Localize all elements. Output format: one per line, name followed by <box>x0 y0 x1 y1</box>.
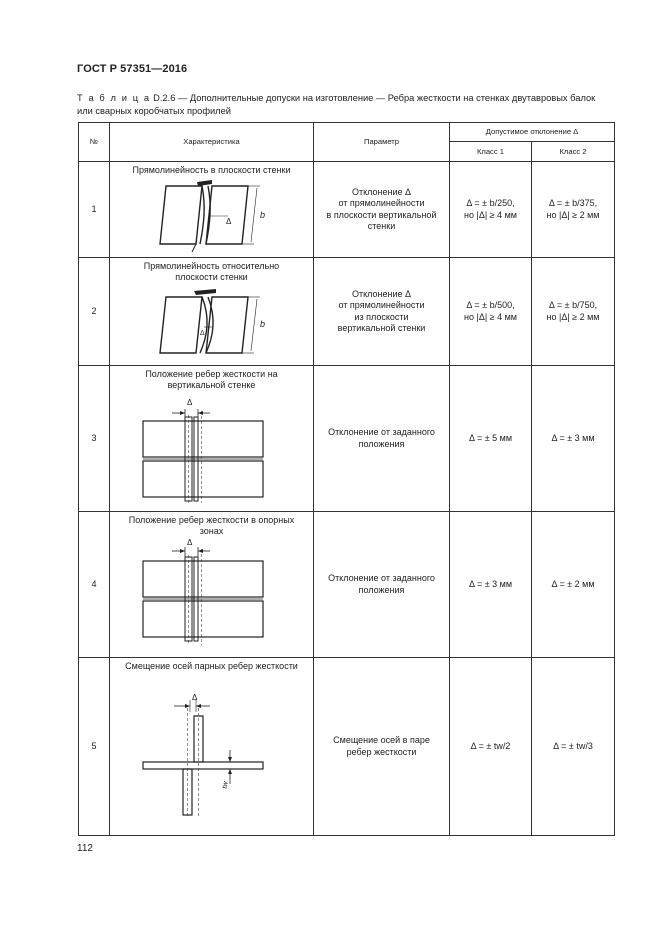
characteristic-cell <box>110 366 314 512</box>
table-row <box>79 366 615 512</box>
stiffener-out-of-plane-figure <box>152 283 272 361</box>
parameter-line: Отклонение от заданного <box>328 573 435 583</box>
parameter-line: вертикальной стенки <box>337 323 426 333</box>
class2-formula: Δ = ± 2 мм <box>551 578 595 589</box>
parameter-cell <box>314 658 450 836</box>
parameter-line: стенки <box>367 221 396 231</box>
class2-formula: Δ = ± tw/3 <box>553 740 593 751</box>
table-caption <box>77 92 617 117</box>
class1-value <box>450 658 532 836</box>
stiffener-straightness-figure <box>152 176 272 254</box>
tolerance-table <box>78 122 615 836</box>
class2-formula: Δ = ± b/375, <box>548 198 598 208</box>
class2-formula: Δ = ± 3 мм <box>551 432 595 443</box>
caption-prefix: Т а б л и ц а <box>77 93 151 103</box>
row-number: 2 <box>79 258 110 366</box>
class1-formula: Δ = ± 5 мм <box>468 432 513 443</box>
class1-limit: но |Δ| ≥ 4 мм <box>464 311 517 322</box>
characteristic-title: Прямолинейность в плоскости стенки <box>132 165 291 175</box>
class1-formula: Δ = ± b/500, <box>466 300 515 310</box>
parameter-line: положения <box>358 438 405 449</box>
class1-limit: но |Δ| ≥ 4 мм <box>464 209 517 220</box>
delta-label: Δ <box>225 217 231 226</box>
row-number: 4 <box>79 512 110 658</box>
class1-value <box>450 512 532 658</box>
delta-label: Δ <box>199 330 205 337</box>
characteristic-title: Положение ребер жесткости в опорных зонах <box>128 515 295 536</box>
class2-value <box>532 162 615 258</box>
characteristic-title: Прямолинейность относительно плоскости стенки <box>143 261 280 282</box>
parameter-cell <box>314 162 450 258</box>
parameter-line: ребер жесткости <box>346 746 417 757</box>
parameter-cell <box>314 366 450 512</box>
parameter-line: от прямолинейности <box>338 300 425 310</box>
header-class1: Класс 1 <box>450 142 532 162</box>
characteristic-title: Смещение осей парных ребер жесткости <box>125 661 298 671</box>
dimension-b-label: b <box>259 319 265 329</box>
class2-limit: но |Δ| ≥ 2 мм <box>546 209 600 220</box>
class2-value <box>532 258 615 366</box>
table-row <box>79 258 615 366</box>
delta-label: Δ <box>187 398 193 407</box>
parameter-line: от прямолинейности <box>338 198 425 208</box>
header-parameter: Параметр <box>314 123 450 162</box>
characteristic-cell <box>110 162 314 258</box>
characteristic-cell <box>110 258 314 366</box>
class2-limit: но |Δ| ≥ 2 мм <box>546 311 600 322</box>
table-row <box>79 162 615 258</box>
class1-formula: Δ = ± b/250, <box>466 198 515 208</box>
dimension-b-label: b <box>259 210 265 220</box>
characteristic-cell <box>110 512 314 658</box>
caption-text-line2: или сварных коробчатых профилей <box>77 105 231 116</box>
table-row <box>79 512 615 658</box>
characteristic-cell <box>110 658 314 836</box>
class2-formula: Δ = ± b/750, <box>548 300 598 310</box>
tw-label: tw <box>221 781 230 790</box>
paired-stiffener-offset-figure <box>110 672 314 822</box>
row-number: 5 <box>79 658 110 836</box>
class1-formula: Δ = ± 3 мм <box>468 578 513 589</box>
caption-text-line1: D.2.6 — Дополнительные допуски на изготовление — Ребра жесткости на стенках двутавровых балок <box>150 93 596 103</box>
class2-value <box>532 512 615 658</box>
characteristic-title: Положение ребер жесткости на вертикальной стенке <box>145 369 278 390</box>
delta-label: Δ <box>187 538 193 547</box>
parameter-cell <box>314 512 450 658</box>
header-class2: Класс 2 <box>532 142 615 162</box>
header-num: № <box>79 123 110 162</box>
parameter-line: Смещение осей в паре <box>333 735 430 745</box>
parameter-cell <box>314 258 450 366</box>
class1-value <box>450 258 532 366</box>
page-number: 112 <box>77 843 93 854</box>
row-number: 3 <box>79 366 110 512</box>
delta-label: Δ <box>192 693 198 702</box>
parameter-line: Отклонение Δ <box>351 186 411 197</box>
class1-formula: Δ = ± tw/2 <box>470 740 511 751</box>
class1-value <box>450 162 532 258</box>
parameter-line: в плоскости вертикальной <box>326 209 437 220</box>
header-deviation: Допустимое отклонение Δ <box>450 123 615 142</box>
parameter-line: Отклонение от заданного <box>328 427 435 437</box>
parameter-line: положения <box>358 584 405 595</box>
parameter-line: из плоскости <box>354 311 409 322</box>
class1-value <box>450 366 532 512</box>
row-number: 1 <box>79 162 110 258</box>
parameter-line: Отклонение Δ <box>351 288 411 299</box>
header-characteristic: Характеристика <box>110 123 314 162</box>
support-stiffener-position-figure <box>110 537 314 649</box>
table-row <box>79 658 615 836</box>
class2-value <box>532 658 615 836</box>
stiffener-position-figure <box>110 391 314 505</box>
class2-value <box>532 366 615 512</box>
document-header: ГОСТ Р 57351—2016 <box>77 63 188 75</box>
